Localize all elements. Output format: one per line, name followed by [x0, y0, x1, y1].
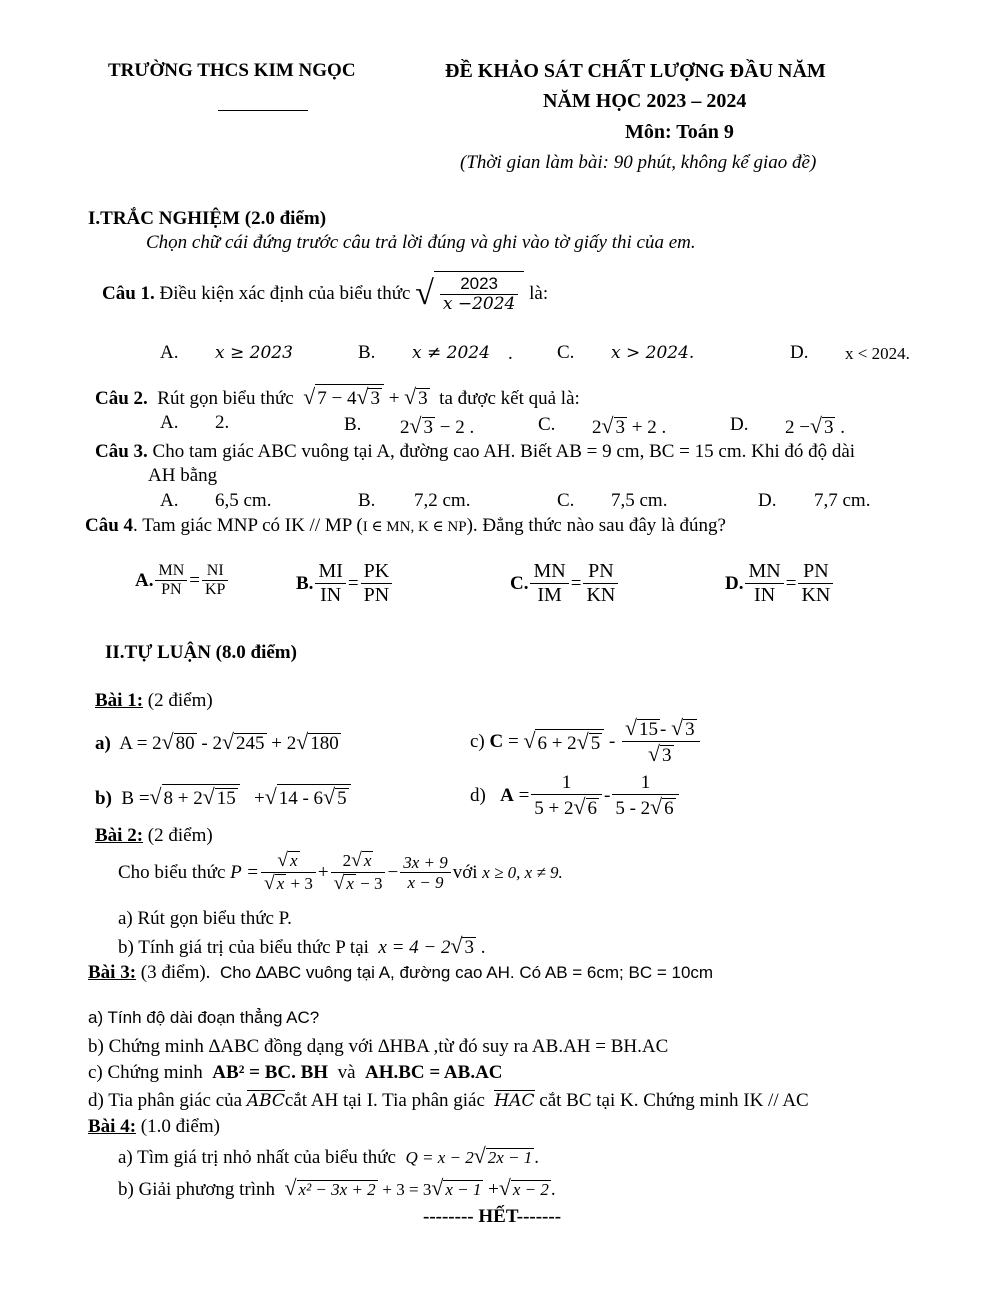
q1-option-c: x > 2024. — [611, 343, 695, 363]
subject: Môn: Toán 9 — [625, 121, 734, 143]
q2-option-c: 2√ 3 + 2 . — [592, 414, 667, 438]
q1-option-d: x < 2024. — [845, 344, 910, 363]
q1-option-c-key: C. — [557, 342, 575, 363]
q3-option-c-key: C. — [557, 490, 575, 511]
bai3-d: d) Tia phân giác của ABCcắt AH tại I. Tia phân giác HAC cắt BC tại K. Chứng minh IK // AC — [88, 1090, 809, 1111]
bai1-d: d) A = $\frac{1}{5 + 2√ 6}$ - $\frac{1}{5 - 2√ 6}$ — [470, 772, 681, 820]
q1-numerator: 2023 — [440, 274, 519, 295]
q4-option-d: D. $\frac{MN}{IN}$ = $\frac{PN}{KN}$ — [725, 560, 835, 607]
part2-title: II.TỰ LUẬN (8.0 điểm) — [105, 642, 297, 663]
angle-abc: ABC — [246, 1091, 285, 1111]
q2-option-a: 2. — [215, 412, 230, 433]
part1-title: I.TRẮC NGHIỆM (2.0 điểm) — [88, 208, 327, 229]
bai1-c: c) C = √ 6 + 2√ 5 - $\frac{√ 15 - √ 3}{√ 3}$ — [470, 716, 702, 767]
bai3-header: Bài 3: (3 điểm). Cho ∆ABC vuông tại A, đường cao AH. Có AB = 6cm; BC = 10cm — [88, 962, 714, 983]
q1-option-b-key: B. — [358, 342, 376, 363]
bai1-b: b) B =√ 8 + 2√ 15 +√ 14 - 6√ 5 — [95, 784, 351, 810]
q4-option-c: C. $\frac{MN}{IM}$ = $\frac{PN}{KN}$ — [510, 560, 620, 607]
question-1 — [102, 264, 548, 324]
school-name: TRƯỜNG THCS KIM NGỌC — [108, 60, 356, 81]
sqrt-icon: √ — [415, 275, 434, 312]
q3-option-d: 7,7 cm. — [814, 490, 871, 511]
q1-tail: là: — [529, 283, 549, 304]
q2-option-c-key: C. — [538, 414, 556, 435]
q1-option-b-dot: . — [508, 343, 513, 364]
q4-option-a: A. $\frac{MN}{PN}$ = $\frac{NI}{KP}$ — [135, 562, 230, 600]
q3-label: Câu 3. — [95, 441, 148, 462]
q2-option-d: 2 −√ 3 . — [785, 414, 845, 438]
question-2: Câu 2. Rút gọn biểu thức √ 7 − 4√ 3 + √ 3 ta được kết quả là: — [95, 385, 580, 409]
bai2-expression: Cho biểu thức P = $\frac{√ x}{√ x + 3}$ + $\frac{2√ x}{√ x - 3}$ − $\frac{3x + 9}{x - 9}$ với x ≥ 0, x ≠ 9. — [118, 850, 563, 895]
q3-option-c: 7,5 cm. — [611, 490, 668, 511]
q1-text: Điều kiện xác định của biểu thức — [159, 283, 411, 304]
q1-label: Câu 1. — [102, 283, 155, 304]
q1-option-a: x ≥ 2023 — [215, 343, 293, 363]
bai4-b: b) Giải phương trình √ x² − 3x + 2 + 3 = 3√ x − 1 +√ x − 2 . — [118, 1176, 556, 1200]
bai2-b: b) Tính giá trị của biểu thức P tại x = 4 − 2√ 3 . — [118, 934, 486, 958]
q3-option-a-key: A. — [160, 490, 179, 511]
q2-option-b-key: B. — [344, 414, 362, 435]
q1-denominator: x −2024 — [442, 294, 516, 314]
q1-option-b: x ≠ 2024 — [412, 343, 490, 363]
q3-option-a: 6,5 cm. — [215, 490, 272, 511]
q2-text: Rút gọn biểu thức — [157, 388, 294, 409]
q2-label: Câu 2. — [95, 388, 148, 409]
exam-title: ĐỀ KHẢO SÁT CHẤT LƯỢNG ĐẦU NĂM — [445, 60, 826, 82]
q4-label: Câu 4 — [85, 515, 134, 536]
q4-option-b: B. $\frac{MI}{IN}$ = $\frac{PK}{PN}$ — [296, 560, 394, 607]
q3-option-b-key: B. — [358, 490, 376, 511]
q1-option-a-key: A. — [160, 342, 179, 363]
question-4 — [85, 515, 726, 537]
bai2-a: a) Rút gọn biểu thức P. — [118, 908, 292, 929]
bai3-b: b) Chứng minh ∆ABC đồng dạng với ∆HBA ,từ đó suy ra AB.AH = BH.AC — [88, 1036, 669, 1057]
q2-option-b: 2√ 3 − 2 . — [400, 414, 475, 438]
bai2-header: Bài 2: (2 điểm) — [95, 825, 213, 846]
q4-text: . Tam giác MNP có IK // MP ( — [133, 515, 363, 536]
bai3-a: a) Tính độ dài đoạn thẳng AC? — [88, 1008, 320, 1027]
q4-condition: I ∈ MN, K ∈ NP — [362, 519, 467, 535]
q2-option-d-key: D. — [730, 414, 749, 435]
angle-hac: HAC — [494, 1091, 535, 1111]
q2-tail: ta được kết quả là: — [439, 388, 580, 409]
q1-option-d-key: D. — [790, 342, 809, 363]
bai1-a: a) A = 2√ 80 - 2√ 245 + 2√ 180 — [95, 730, 339, 754]
q3-option-d-key: D. — [758, 490, 777, 511]
duration-note: (Thời gian làm bài: 90 phút, không kể giao đề) — [460, 152, 817, 173]
end-marker: -------- HẾT------- — [423, 1206, 562, 1227]
q2-option-a-key: A. — [160, 412, 179, 433]
school-underline — [218, 110, 308, 111]
school-year: NĂM HỌC 2023 – 2024 — [543, 90, 747, 112]
q3-text-cont: AH bằng — [148, 465, 218, 486]
bai1-header: Bài 1: (2 điểm) — [95, 690, 213, 711]
part1-instruction: Chọn chữ cái đứng trước câu trả lời đúng và ghi vào tờ giấy thi của em. — [146, 232, 696, 253]
bai4-a: a) Tìm giá trị nhỏ nhất của biểu thức Q = x − 2√ 2x − 1 . — [118, 1144, 540, 1168]
bai4-header: Bài 4: (1.0 điểm) — [88, 1116, 220, 1137]
bai3-c: c) Chứng minh AB² = BC. BH và AH.BC = AB.AC — [88, 1062, 503, 1083]
question-3 — [95, 441, 855, 463]
q3-text: Cho tam giác ABC vuông tại A, đường cao AH. Biết AB = 9 cm, BC = 15 cm. Khi đó độ dài — [152, 441, 856, 462]
q3-option-b: 7,2 cm. — [414, 490, 471, 511]
q4-tail: ). Đẳng thức nào sau đây là đúng? — [466, 515, 726, 536]
